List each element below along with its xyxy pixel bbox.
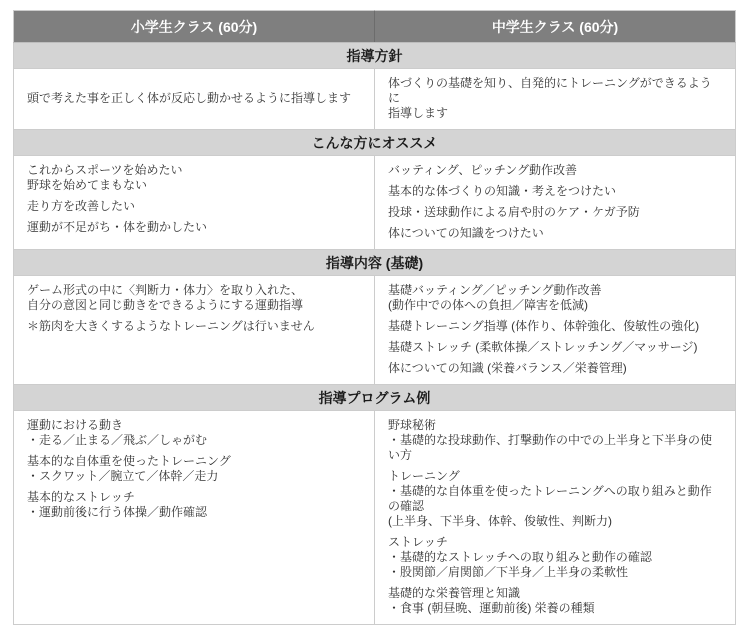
elementary-class-cell bbox=[14, 411, 375, 625]
elementary-class-cell bbox=[14, 276, 375, 385]
text-paragraph: 基礎ストレッチ (柔軟体操／ストレッチング／マッサージ) bbox=[388, 340, 698, 354]
text-paragraph: ＊筋肉を大きくするようなトレーニングは行いません bbox=[27, 319, 315, 333]
section-header-row bbox=[14, 130, 736, 156]
text-paragraph: 投球・送球動作による肩や肘のケア・ケガ予防 bbox=[388, 205, 640, 219]
column-header-row bbox=[14, 11, 736, 43]
text-paragraph: 基本的な体づくりの知識・考えをつけたい bbox=[388, 184, 617, 198]
section-header-row bbox=[14, 385, 736, 411]
text-paragraph: ゲーム形式の中に〈判断力・体力〉を取り入れた、 自分の意図と同じ動きをできるようにする運動指導 bbox=[27, 283, 304, 312]
text-paragraph: 基本的なストレッチ ・運動前後に行う体操／動作確認 bbox=[27, 490, 208, 519]
section-header-1: 指導方針 bbox=[14, 43, 736, 69]
text-paragraph: 走り方を改善したい bbox=[27, 199, 136, 213]
text-paragraph: 頭で考えた事を正しく体が反応し動かせるように指導します bbox=[27, 91, 352, 105]
section-header-row bbox=[14, 250, 736, 276]
class-info-table-wrapper bbox=[13, 10, 736, 625]
class-comparison-table bbox=[13, 10, 736, 625]
section-header-3: 指導内容 (基礎) bbox=[14, 250, 736, 276]
junior-high-class-cell bbox=[375, 411, 736, 625]
text-paragraph: 運動における動き ・走る／止まる／飛ぶ／しゃがむ bbox=[27, 418, 208, 447]
text-paragraph: これからスポーツを始めたい 野球を始めてまもない bbox=[27, 163, 183, 192]
section-content-row bbox=[14, 156, 736, 250]
column-header-elementary-class: 小学生クラス (60分) bbox=[14, 11, 375, 43]
text-paragraph: 基礎的な栄養管理と知識 ・食事 (朝昼晩、運動前後) 栄養の種類 bbox=[388, 586, 595, 615]
text-paragraph: バッティング、ピッチング動作改善 bbox=[388, 163, 578, 177]
elementary-class-cell bbox=[14, 156, 375, 250]
junior-high-class-cell bbox=[375, 276, 736, 385]
section-content-row bbox=[14, 276, 736, 385]
elementary-class-cell bbox=[14, 69, 375, 130]
text-paragraph: 体についての知識 (栄養バランス／栄養管理) bbox=[388, 361, 627, 375]
section-header-row bbox=[14, 43, 736, 69]
junior-high-class-cell bbox=[375, 69, 736, 130]
text-paragraph: 運動が不足がち・体を動かしたい bbox=[27, 220, 208, 234]
text-paragraph: 野球秘術 ・基礎的な投球動作、打撃動作の中での上半身と下半身の使い方 bbox=[388, 418, 713, 462]
junior-high-class-cell bbox=[375, 156, 736, 250]
section-content-row bbox=[14, 69, 736, 130]
column-header-junior-high-class: 中学生クラス (60分) bbox=[375, 11, 736, 43]
text-paragraph: ストレッチ ・基礎的なストレッチへの取り組みと動作の確認 ・股関節／肩関節／下半身／上半身の柔軟性 bbox=[388, 535, 652, 579]
text-paragraph: 体についての知識をつけたい bbox=[388, 226, 544, 240]
text-paragraph: 基礎バッティング／ピッチング動作改善 (動作中での体への負担／障害を低減) bbox=[388, 283, 602, 312]
text-paragraph: 基本的な自体重を使ったトレーニング ・スクワット／腕立て／体幹／走力 bbox=[27, 454, 231, 483]
section-header-2: こんな方にオススメ bbox=[14, 130, 736, 156]
section-content-row bbox=[14, 411, 736, 625]
section-header-4: 指導プログラム例 bbox=[14, 385, 736, 411]
text-paragraph: 体づくりの基礎を知り、自発的にトレーニングができるように 指導します bbox=[388, 76, 712, 120]
text-paragraph: トレーニング ・基礎的な自体重を使ったトレーニングへの取り組みと動作の確認 (上半身、下半身、体幹、俊敏性、判断力) bbox=[388, 469, 712, 528]
text-paragraph: 基礎トレーニング指導 (体作り、体幹強化、俊敏性の強化) bbox=[388, 319, 700, 333]
